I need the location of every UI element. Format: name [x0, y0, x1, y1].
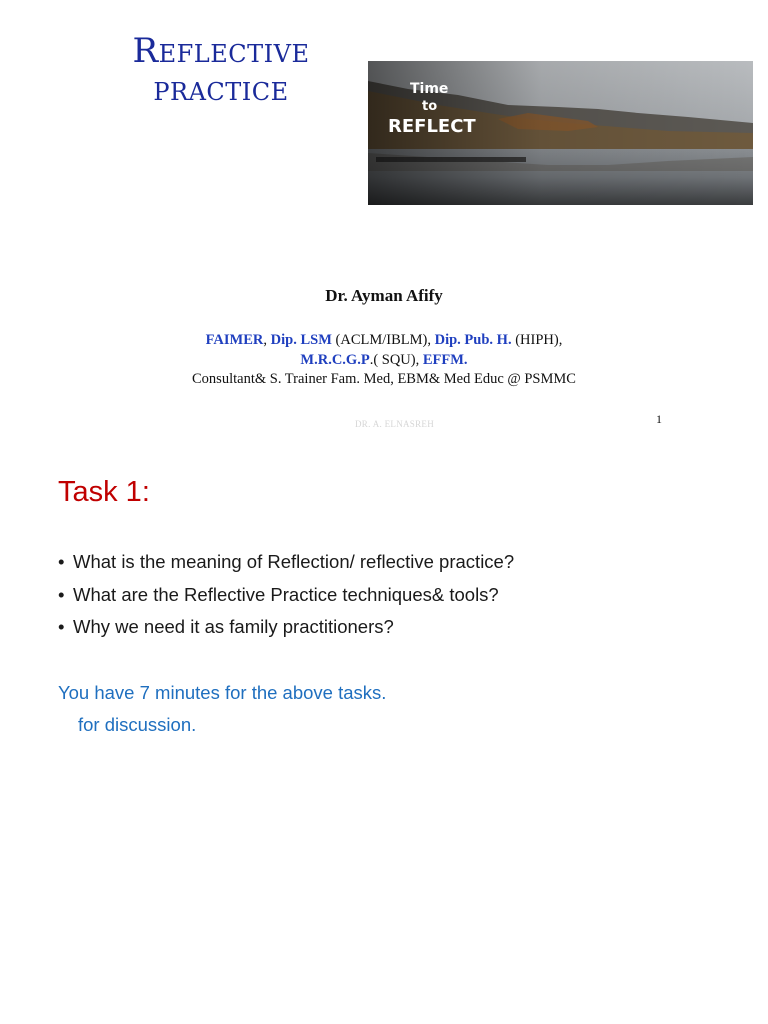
- title-line-2: practice: [153, 69, 289, 109]
- image-text-time: Time: [410, 81, 449, 97]
- credentials-line-2: [0, 351, 768, 371]
- list-item: [58, 581, 514, 614]
- slide-1: [0, 0, 768, 440]
- list-item: [58, 613, 514, 646]
- credential-dip-pub: Dip. Pub. H.: [434, 332, 512, 348]
- task-note: [58, 677, 386, 741]
- bullet-icon: •: [58, 551, 65, 572]
- question-text: What is the meaning of Reflection/ reflective practice?: [73, 551, 515, 572]
- credential-aclm: (ACLM/IBLM),: [331, 332, 435, 348]
- question-text: What are the Reflective Practice techniques& tools?: [73, 583, 499, 605]
- footer-watermark: DR. A. ELNASREH: [355, 419, 435, 429]
- credential-hiph: (HIPH),: [511, 332, 563, 348]
- question-text: Why we need it as family practitioners?: [73, 616, 394, 637]
- page-number: 1: [656, 412, 662, 426]
- lake-photo: [368, 61, 753, 205]
- title-line-1: Reflective: [132, 31, 310, 71]
- credential-mrcgp: M.R.C.G.P: [300, 351, 370, 368]
- credential-effm: EFFM.: [422, 351, 468, 368]
- credential-dip-lsm: Dip. LSM: [270, 332, 332, 348]
- task-question-list: [58, 548, 514, 646]
- credentials-line-3: Consultant& S. Trainer Fam. Med, EBM& Med Educ @ PSMMC: [192, 371, 576, 387]
- note-line-1: You have 7 minutes for the above tasks.: [58, 682, 387, 703]
- credentials-line-1: [0, 331, 768, 351]
- task-title: Task 1:: [58, 476, 150, 508]
- author-name: Dr. Ayman Afify: [325, 286, 443, 305]
- note-line-2: for discussion.: [78, 714, 197, 735]
- image-text-to: to: [422, 99, 438, 114]
- slide-title: [90, 32, 352, 108]
- list-item: [58, 548, 514, 581]
- author-credentials: [0, 331, 768, 390]
- credential-separator: ,: [263, 332, 271, 348]
- slide-2: [0, 440, 768, 1024]
- bullet-icon: •: [58, 583, 65, 605]
- credential-faimer: FAIMER: [205, 332, 264, 348]
- image-text-reflect: REFLECT: [388, 116, 476, 137]
- credential-squ: .( SQU),: [369, 351, 423, 368]
- bullet-icon: •: [58, 616, 65, 637]
